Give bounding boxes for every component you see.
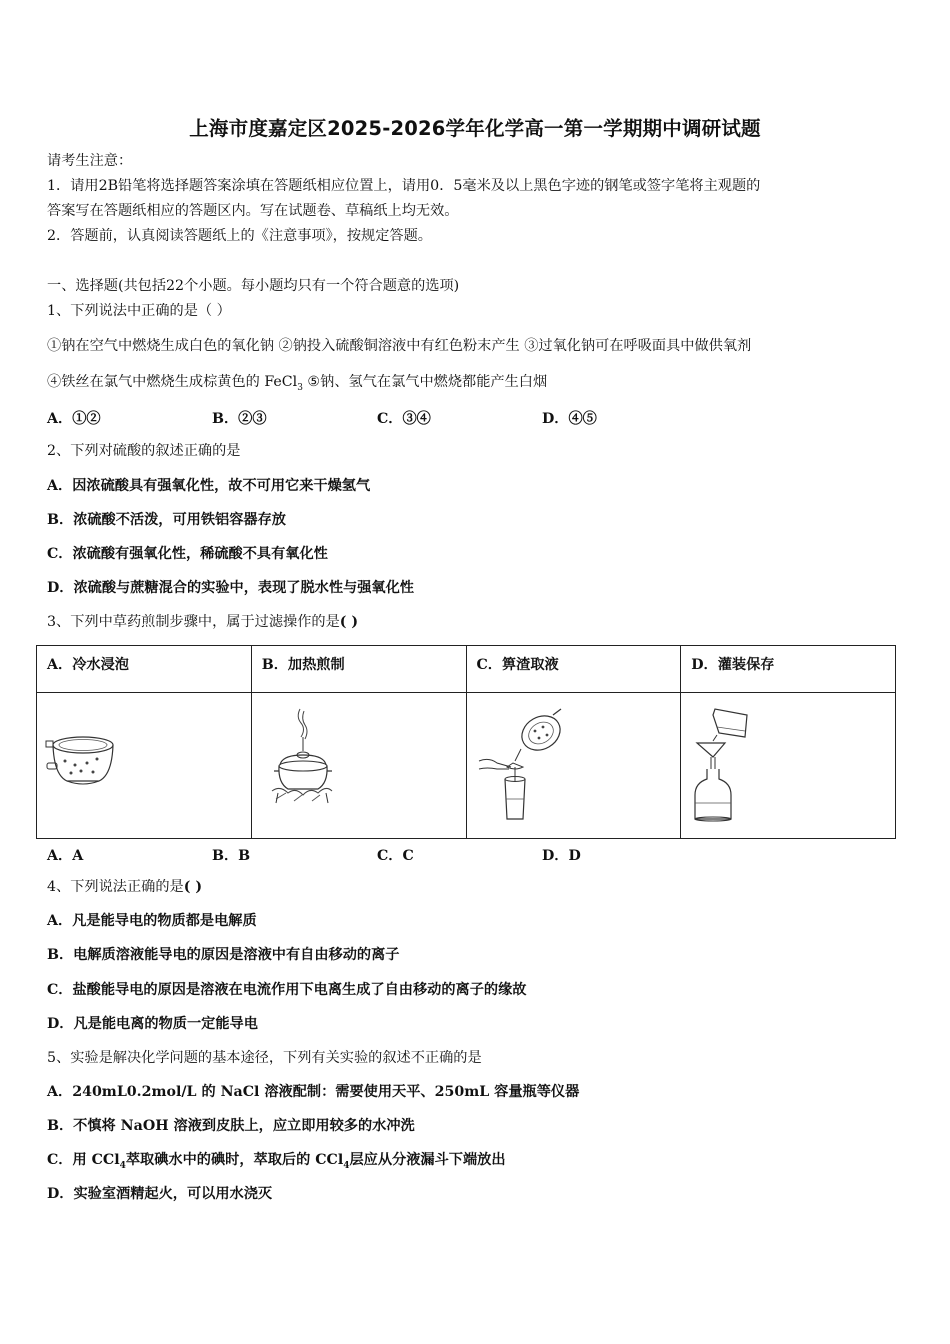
q2-option-b[interactable]: B．浓硫酸不活泼，可用铁铝容器存放 [47,512,286,528]
q5-option-a[interactable]: A．240mL0.2mol/L 的 NaCl 溶液配制：需要使用天平、250mL 容量瓶等仪器 [47,1084,580,1100]
q3-stem-text: 3、下列中草药煎制步骤中，属于过滤操作的是 [47,614,340,630]
q4-stem-text: 4、下列说法正确的是 [47,879,184,895]
q2-option-a[interactable]: A．因浓硫酸具有强氧化性，故不可用它来干燥氢气 [47,478,371,494]
q1-stem: 1、下列说法中正确的是（ ） [47,303,231,319]
q5-option-c-part-a: C．用 CCl [47,1152,120,1168]
q2-option-d[interactable]: D．浓硫酸与蔗糖混合的实验中，表现了脱水性与强氧化性 [47,580,414,596]
q4-option-a[interactable]: A．凡是能导电的物质都是电解质 [47,913,257,929]
q1-statements-line-2 [47,372,547,398]
section-heading: 一、选择题(共包括22个小题。每小题均只有一个符合题意的选项) [47,278,460,294]
q3-stem-bracket: ( ) [339,614,359,630]
q2-option-c[interactable]: C．浓硫酸有强氧化性，稀硫酸不具有氧化性 [47,546,328,562]
q4-option-c[interactable]: C．盐酸能导电的原因是溶液在电流作用下电离生成了自由移动的离子的缘故 [47,982,527,998]
q3-option-a[interactable]: A．A [47,848,84,864]
notice-item-1-line-1: 1．请用2B铅笔将选择题答案涂填在答题纸相应位置上，请用0．5毫米及以上黑色字迹的钢笔或签字笔将主观题的 [47,178,761,194]
q5-stem: 5、实验是解决化学问题的基本途径，下列有关实验的叙述不正确的是 [47,1050,482,1066]
q5-option-b[interactable]: B．不慎将 NaOH 溶液到皮肤上，应立即用较多的水冲洗 [47,1118,415,1134]
q3-stem [47,612,358,632]
q4-option-b[interactable]: B．电解质溶液能导电的原因是溶液中有自由移动的离子 [47,947,400,963]
q3-image-cell-b [251,693,466,839]
notice-heading: 请考生注意： [47,153,133,169]
bottling-illustration [689,707,759,825]
q4-stem [47,877,202,897]
notice-item-2: 2．答题前，认真阅读答题纸上的《注意事项》，按规定答题。 [47,228,432,244]
q5-option-c-part-b: 萃取碘水中的碘时，萃取后的 CCl [125,1152,344,1168]
notice-item-1-line-2: 答案写在答题纸相应的答题区内。写在试题卷、草稿纸上均无效。 [47,203,459,219]
q5-option-d[interactable]: D．实验室酒精起火，可以用水浇灭 [47,1186,273,1202]
q1-line2-subscript: 3 [297,382,303,393]
soaking-pot-illustration [45,729,125,799]
q1-line2-part-a: ④铁丝在氯气中燃烧生成棕黄色的 FeCl [47,374,298,390]
q1-option-d[interactable]: D．④⑤ [542,411,597,427]
q1-option-a[interactable]: A．①② [47,411,101,427]
q1-statements-line-1: ①钠在空气中燃烧生成白色的氧化钠 ②钠投入硫酸铜溶液中有红色粉末产生 ③过氧化钠可在呼吸面具中做供氧剂 [47,338,752,354]
q5-option-c-part-c: 层应从分液漏斗下端放出 [349,1152,506,1168]
filtering-illustration [477,707,567,825]
q4-stem-bracket: ( ) [183,879,203,895]
q3-option-d[interactable]: D．D [542,848,581,864]
page-title: 上海市度嘉定区2025-2026学年化学高一第一学期期中调研试题 [189,117,761,140]
q4-option-d[interactable]: D．凡是能电离的物质一定能导电 [47,1016,258,1032]
q3-image-cell-c [466,693,681,839]
q5-option-c-sub-1: 4 [119,1160,126,1171]
q3-header-d: D．灌装保存 [681,646,896,693]
q3-option-c[interactable]: C．C [377,848,414,864]
q2-stem: 2、下列对硫酸的叙述正确的是 [47,443,241,459]
q3-header-b: B．加热煎制 [251,646,466,693]
q1-line2-part-b: ⑤钠、氢气在氯气中燃烧都能产生白烟 [302,374,548,390]
heating-pot-illustration [266,707,336,811]
q5-option-c-sub-2: 4 [343,1160,350,1171]
q3-header-c: C．箅渣取液 [466,646,681,693]
q1-option-b[interactable]: B．②③ [212,411,267,427]
q3-option-b[interactable]: B．B [212,848,251,864]
q3-header-a: A．冷水浸泡 [37,646,252,693]
q5-option-c[interactable] [47,1150,506,1176]
q3-image-cell-a [37,693,252,839]
q3-image-cell-d [681,693,896,839]
q3-options-table [36,645,896,839]
q1-option-c[interactable]: C．③④ [377,411,431,427]
